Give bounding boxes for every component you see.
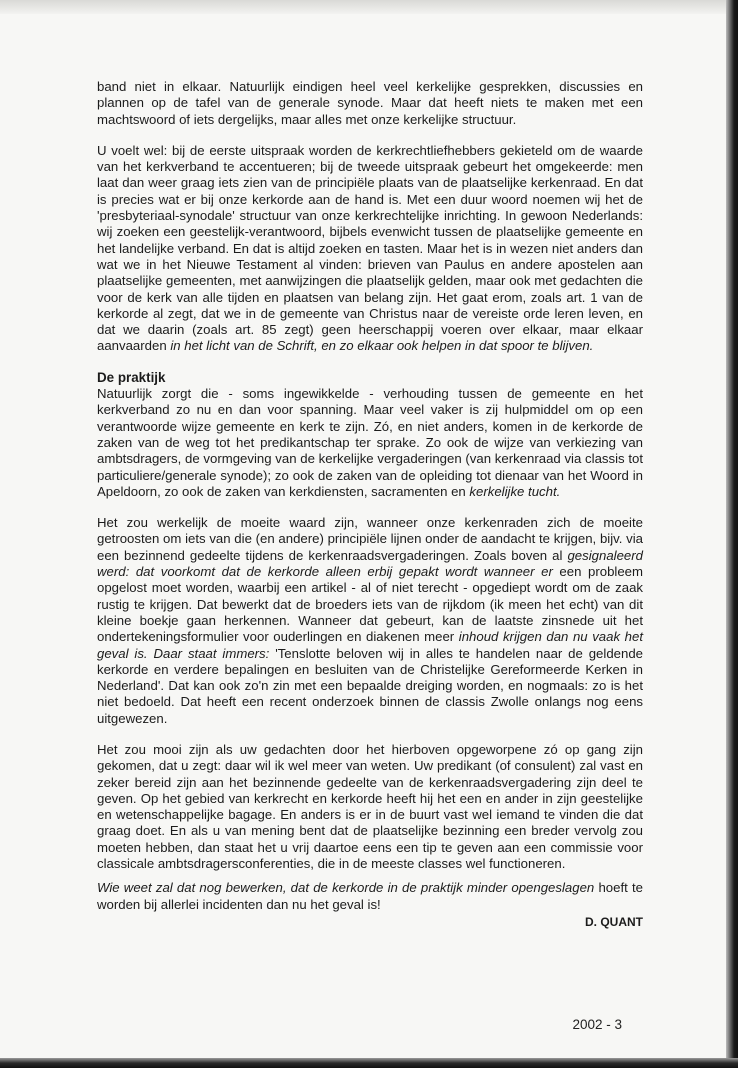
- paragraph-6-italic: Wie weet zal dat nog bewerken, dat de kerkorde in de praktijk minder opengeslagen: [97, 880, 595, 896]
- page-top-shadow: [0, 0, 726, 14]
- paragraph-2-text: U voelt wel: bij de eerste uitspraak worden de kerkrechtliefhebbers gekieteld om de waarde van het kerkverband te accentueren; bij de tweede uitspraak gebeurt het omgekeerde: men laat dan weer graag iets zien van de principiële plaats van de plaatselijke kerkenraad. En dat is precies wat er bij onze kerkorde aan de hand is. Met een duur woord noemen wij het de 'presbyteriaal-synodale' structuur van onze kerkrechtelijke inrichting. In gewoon Nederlands: wij zoeken een geestelijk-verantwoord, bijbels evenwicht tussen de plaatselijke gemeente en het landelijke verband. En dat is altijd zoeken en tasten. Maar het is in wezen niet anders dan wat we in het Nieuwe Testament al vinden: brieven van Paulus en andere apostelen aan plaatselijke gemeenten, met aanwijzingen die plaatselijk gelden, maar ook met gedachten die voor de kerk van alle tijden en plaatsen van belang zijn. Het gaat erom, zoals art. 1 van de kerkorde al zegt, dat we in de gemeente van Christus naar de vereiste orde leren leven, en dat we daarin (zoals art. 85 zegt) geen heerschappij voeren over elkaar, maar elkaar aanvaarden: [97, 142, 643, 354]
- paragraph-2-italic: in het licht van de Schrift, en zo elkaar ook helpen in dat spoor te blijven.: [170, 338, 594, 354]
- paragraph-3-text: Natuurlijk zorgt die - soms ingewikkelde - verhouding tussen de gemeente en het kerkverband zo nu en dan voor spanning. Maar veel vaker is zij hulpmiddel om op een verantwoorde wijze gemeente en kerk te zijn. Zó, en niet anders, komen in de kerkorde de zaken van de weg tot het predikantschap ter sprake. Zo ook de wijze van verkiezing van ambtsdragers, de vormgeving van de kerkelijke vergaderingen (van kerkenraad via classis tot particuliere/generale synode); zo ook de zaken van de opleiding tot dienaar van het Woord in Apeldoorn, zo ook de zaken van kerkdiensten, sacramenten en: [97, 386, 643, 499]
- section-heading-praktijk: De praktijk: [97, 369, 166, 385]
- paragraph-2: [97, 143, 643, 355]
- paragraph-1: band niet in elkaar. Natuurlijk eindigen heel veel kerkelijke gesprekken, discussies en plannen op de tafel van de generale synode. Maar dat heeft niets te maken met een machtswoord of iets dergelijks, maar alles met onze kerkelijke structuur.: [97, 79, 643, 127]
- paragraph-6: [97, 880, 643, 913]
- page-edge-bottom: [0, 1058, 738, 1068]
- paragraph-4-italic-b: inhoud krijgen dan nu vaak het geval is. Daar staat immers:: [97, 629, 643, 661]
- page-number: 2002 - 3: [572, 1017, 622, 1032]
- paragraph-6-text: hoeft te worden bij allerlei incidenten dan nu het geval is!: [97, 880, 643, 912]
- paragraph-3-italic: kerkelijke tucht.: [469, 483, 561, 499]
- paragraph-4-italic-a: gesignaleerd werd: dat voorkomt dat de kerkorde alleen erbij gepakt wordt wanneer er: [97, 547, 643, 580]
- paragraph-3: [97, 386, 643, 500]
- paragraph-4-text-c: 'Tenslotte beloven wij in alles te handelen naar de geldende kerkorde en verdere bepalingen en besluiten van de Christelijke Gereformeerde Kerken in Nederland'. Dat kan ook zo'n zin met een bepaalde dreiging worden, en nogmaals: zo is het niet bedoeld. Dat heeft een recent onderzoek binnen de classis Zwolle onlangs nog eens uitgewezen.: [97, 645, 643, 726]
- paragraph-5: Het zou mooi zijn als uw gedachten door het hierboven opgeworpene zó op gang zijn gekomen, dat u zegt: daar wil ik wel meer van weten. Uw predikant (of consulent) zal vast en zeker bereid zijn aan het bezinnende gedeelte van de kerkenraadsvergadering zijn deel te geven. Op het gebied van kerkrecht en kerkorde heeft hij het een en ander in zijn geestelijke en wetenschappelijke bagage. En anders is er in de buurt vast wel iemand te vinden die dat graag doet. En als u van mening bent dat de plaatselijke bezinning een breder vervolg zou moeten hebben, dan staat het u vrij daartoe eens een tip te geven aan een commissie voor classicale ambtsdragersconferenties, die in de meeste classes wel functioneren.: [97, 741, 643, 872]
- article-body: [97, 79, 643, 930]
- paragraph-4: [97, 515, 643, 727]
- paragraph-4-text-b: een probleem opgelost moet worden, waarbij een artikel - al of niet terecht - opgediept wordt om de zaak rustig te krijgen. Dat bewerkt dat de broeders iets van de rijkdom (ik meen het echt) van dit kleine boekje gaan herkennen. Wanneer dat gebeurt, kan de laatste zinsnede uit het ondertekeningsformulier voor ouderlingen en diakenen meer: [97, 564, 643, 645]
- page-edge-right: [726, 0, 738, 1068]
- paragraph-4-text-a: Het zou werkelijk de moeite waard zijn, wanneer onze kerkenraden zich de moeite getroosten om iets van die (en andere) principiële lijnen onder de aandacht te krijgen, bijv. via een bezinnend gedeelte tijdens de kerkenraadsvergaderingen. Zoals boven al: [97, 515, 643, 563]
- author-signature: D. QUANT: [585, 914, 643, 929]
